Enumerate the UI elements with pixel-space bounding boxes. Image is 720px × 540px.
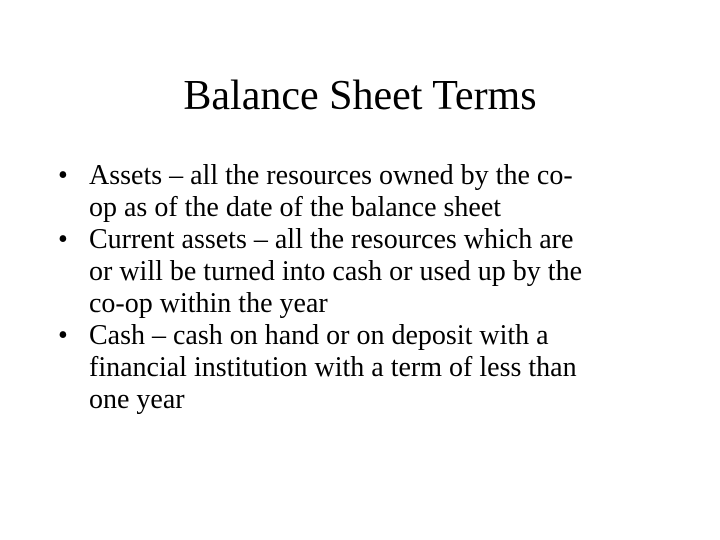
bullet-text-line: Assets – all the resources owned by the co- (89, 160, 573, 191)
bullet-dot-icon: • (58, 160, 68, 191)
bullet-item-cash (58, 320, 664, 416)
bullet-text-line: op as of the date of the balance sheet (89, 192, 502, 223)
bullet-dot-icon: • (58, 224, 68, 255)
bullet-item-current-assets (58, 224, 664, 320)
bullet-text-line: one year (89, 384, 185, 415)
bullet-text-line: Current assets – all the resources which are (89, 224, 574, 255)
bullet-dot-icon: • (58, 320, 68, 351)
bullet-list (58, 160, 664, 416)
bullet-text-line: Cash – cash on hand or on deposit with a (89, 320, 549, 351)
bullet-text-line: or will be turned into cash or used up by the (89, 256, 583, 287)
bullet-item-assets (58, 160, 664, 224)
bullet-text-line: financial institution with a term of less than (89, 352, 577, 383)
bullet-text-line: co-op within the year (89, 288, 328, 319)
slide-title: Balance Sheet Terms (183, 73, 537, 119)
